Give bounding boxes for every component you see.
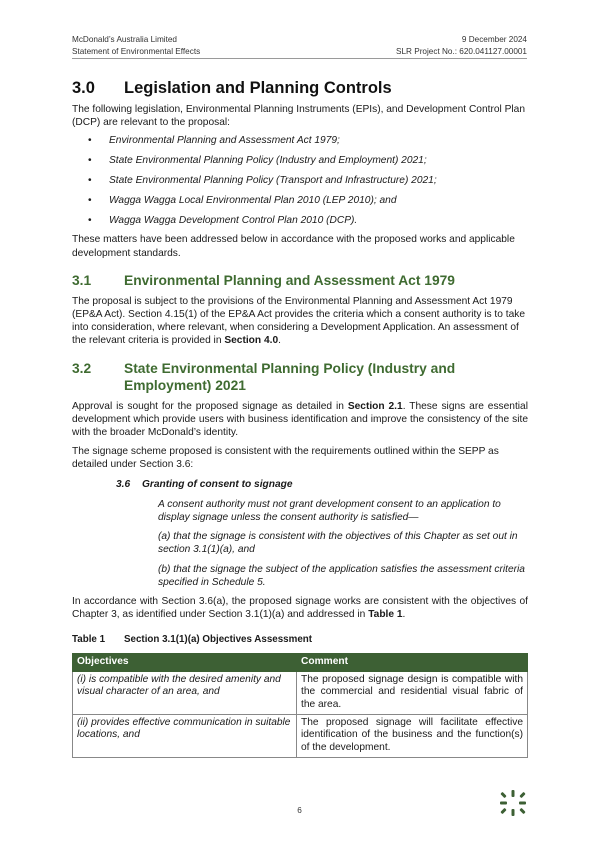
clause-paragraph: A consent authority must not grant development consent to an application to display signage unless the consent authority is satisfied— [158,498,501,524]
section-3-2-paragraph-1 [72,400,528,440]
legislation-list [72,134,528,226]
objectives-table [72,653,528,758]
clause-heading [116,478,528,491]
header-left [72,34,200,57]
list-item-text: State Environmental Planning Policy (Transport and Infrastructure) 2021; [109,175,437,186]
section-4-reference: Section 4.0 [224,335,279,347]
clause-item-b: (b) that the signage the subject of the application satisfies the assessment criteria specified in Schedule 5. [158,563,525,588]
header-doc-title: Statement of Environmental Effects [72,46,201,56]
section-3-2-paragraph-3 [72,595,528,621]
objective-cell: (i) is compatible with the desired amenity and visual character of an area, and [73,671,297,714]
section-3-title: Legislation and Planning Controls [124,79,392,97]
list-item-text: Environmental Planning and Assessment Act 1979; [109,135,340,147]
section-2-1-reference: Section 2.1 [347,400,403,412]
section-3-1-number: 3.1 [72,272,92,288]
bullet-icon: • [88,214,92,226]
list-item-text: Wagga Wagga Development Control Plan 2010 (DCP). [109,214,358,226]
slr-logo-icon [499,789,527,817]
clause-title: Granting of consent to signage [142,478,293,490]
header-date: 9 December 2024 [461,35,527,44]
clause-number: 3.6 [116,478,131,490]
sepp-clause-quote [72,478,528,589]
page-number: 6 [297,806,302,815]
objective-cell: (ii) provides effective communication in suitable locations, and [73,715,297,758]
header-right [396,34,527,57]
section-3-1-text: The proposal is subject to the provisions of the Environmental Planning and Assessment Act 1979 (EP&A Act). Section 4.15(1) of the EP&A Act provides the criteria which a consent authority is to take into consideration, where relevant, when considering a Development Application. An assessment of the relevant criteria is provided in [72,295,526,347]
section-3-2-title-line2: Employment) 2021 [124,377,246,393]
section-3-number: 3.0 [72,79,95,97]
bullet-icon: • [88,135,92,147]
table-caption-number: Table 1 [72,634,106,646]
section-3-1-heading [72,272,528,289]
table-row [73,671,528,714]
page-content [72,78,528,758]
table-caption [72,634,528,645]
section-3-closing: These matters have been addressed below in accordance with the proposed works and applicable development standards. [72,234,515,259]
section-3-2-title-line1: State Environmental Planning Policy (Industry and [124,360,456,376]
section-3-1-paragraph [72,295,528,348]
section-3-2-p1-text: Approval is sought for the proposed signage as detailed in [72,400,348,412]
header-project-number: SLR Project No.: 620.041127.00001 [396,46,527,56]
list-item [72,174,528,187]
clause-item-a: (a) that the signage is consistent with the objectives of this Chapter as set out in section 3.1(1)(a), and [158,531,518,556]
list-item [72,154,528,167]
column-header-comment: Comment [297,654,528,671]
header-divider [72,58,527,59]
list-item [72,194,528,207]
column-header-objectives: Objectives [73,654,297,671]
header-company: McDonald’s Australia Limited [72,35,177,44]
comment-cell: The proposed signage design is compatible with the commercial and residential visual fabric of the area. [297,671,528,714]
section-3-2-heading [72,360,528,394]
section-3-2-p3-text: In accordance with Section 3.6(a), the proposed signage works are consistent with the objectives of Chapter 3, as identified under Section 3.1(1)(a) and addressed in [72,596,528,621]
bullet-icon: • [88,194,92,206]
section-3-heading [72,78,528,98]
bullet-icon: • [88,155,92,167]
section-3-2-number: 3.2 [72,360,92,376]
section-3-2-paragraph-2: The signage scheme proposed is consistent with the requirements outlined within the SEPP as detailed under Section 3.6: [72,446,499,471]
section-3-2-p3-end: . [402,609,406,621]
section-3-1-title: Environmental Planning and Assessment Act 1979 [124,272,455,288]
section-3-2-title [124,360,455,394]
table-1-reference: Table 1 [368,609,403,621]
list-item [72,134,528,147]
table-caption-title: Section 3.1(1)(a) Objectives Assessment [124,634,313,646]
table-header-row [73,654,528,671]
list-item [72,214,528,227]
comment-cell: The proposed signage will facilitate effective identification of the business and the function(s) of the development. [297,715,528,758]
section-3-2-p1-rest: . These signs are essential development which provide users with business identification and improve the consistency of the site with the broader McDonald’s identity. [72,400,528,439]
list-item-text: State Environmental Planning Policy (Industry and Employment) 2021; [109,155,427,167]
table-row [73,715,528,758]
bullet-icon: • [88,175,92,186]
list-item-text: Wagga Wagga Local Environmental Plan 2010 (LEP 2010); and [109,194,397,206]
section-3-intro: The following legislation, Environmental Planning Instruments (EPIs), and Development Control Plan (DCP) are relevant to the proposal: [72,104,526,129]
section-3-1-end: . [278,335,281,347]
